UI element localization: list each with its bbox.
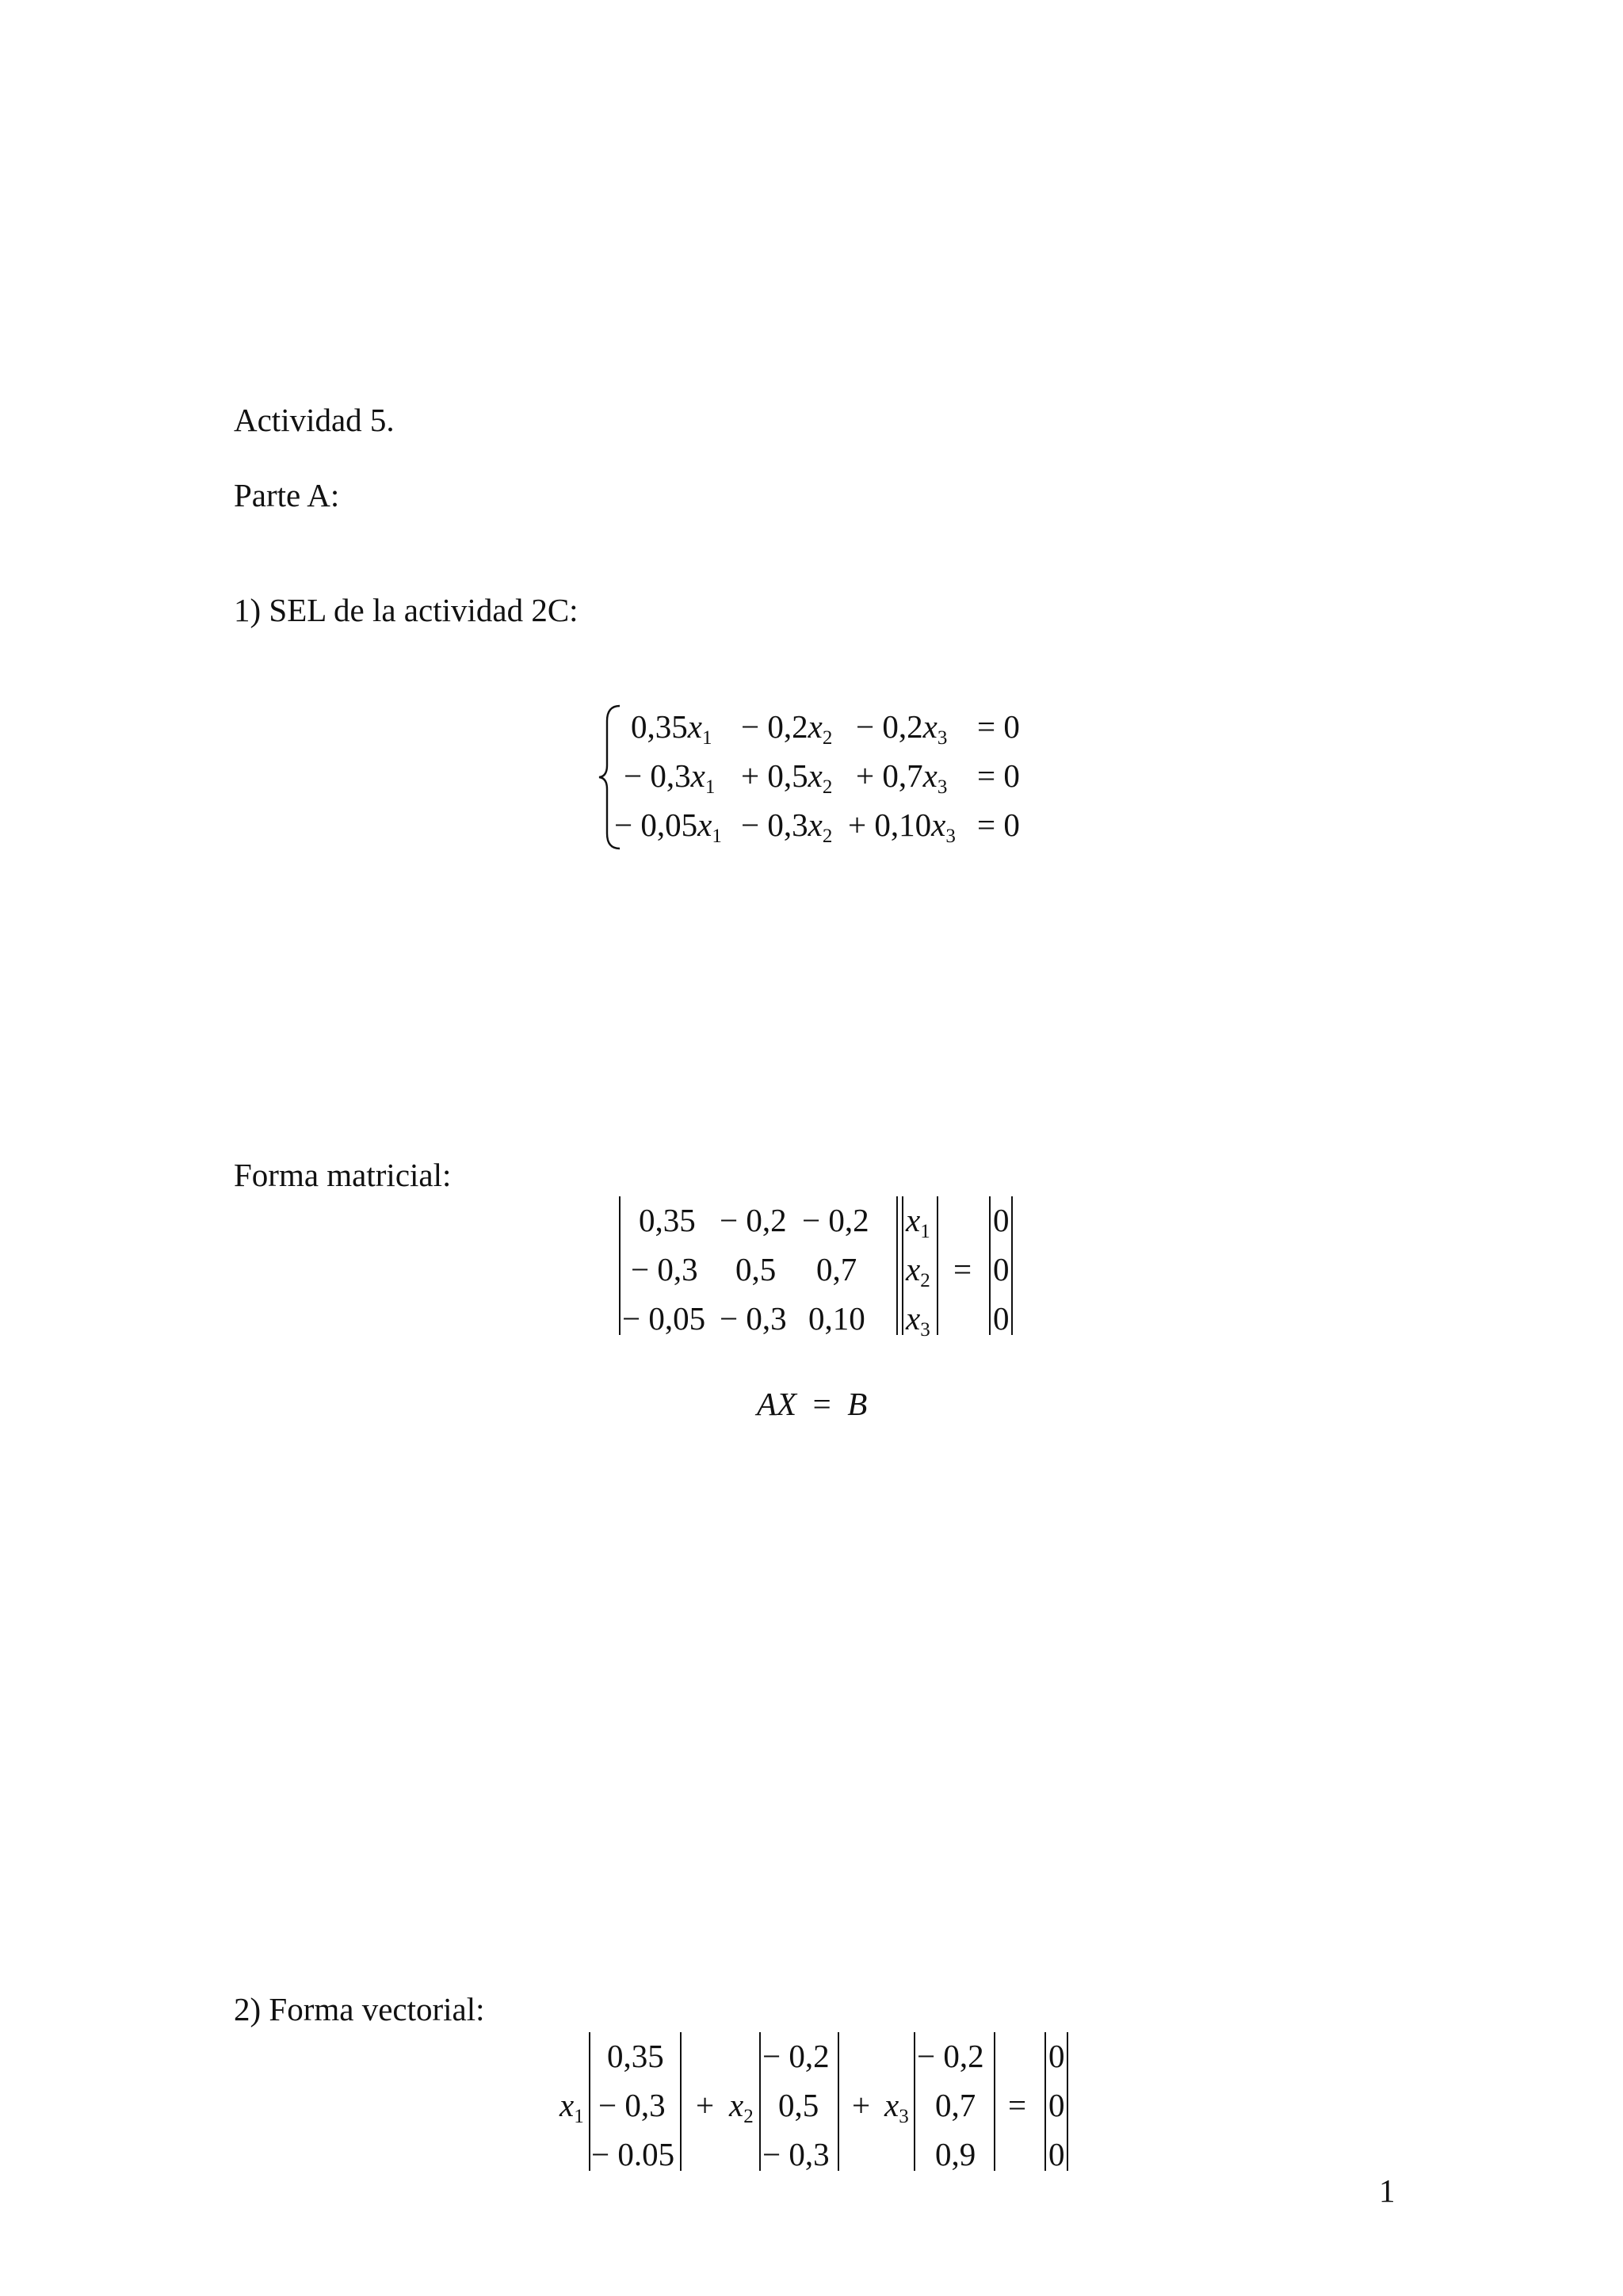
matrix-a-cell: − 0,05: [622, 1300, 706, 1337]
system-row-2-term2: + $0,5x_2$: [741, 757, 833, 798]
system-row-3-term2: − $0,3x_2$: [741, 807, 833, 847]
vector-col3-entry: 0,9: [935, 2136, 976, 2172]
vector-col2-entry: 0,5: [778, 2087, 819, 2123]
matrix-a-cell: − 0,2: [720, 1202, 787, 1238]
vector-x-entry: $x_1$: [906, 1202, 930, 1242]
part-heading: Parte A:: [234, 477, 340, 513]
system-row-3-rhs: = 0: [977, 807, 1020, 843]
vector-x-entry: $x_3$: [906, 1300, 930, 1341]
matrix-a-left-bar: [619, 1196, 621, 1335]
vector-col1-entry: − 0,3: [598, 2087, 666, 2123]
matrix-equation-compact: AX = B: [757, 1386, 868, 1422]
section2-heading: 2) Forma vectorial:: [234, 1991, 485, 2027]
matrix-a-cell: 0,7: [816, 1251, 857, 1287]
vector-col2-right-bar: [838, 2032, 839, 2171]
system-row-3-term1: − $0,05x_1$: [614, 807, 722, 847]
system-row-1-term1: $0,35x_1$: [631, 708, 712, 749]
vector-col1-right-bar: [680, 2032, 682, 2171]
vector-x-entry: $x_2$: [906, 1251, 930, 1291]
system-row-2-rhs: = 0: [977, 757, 1020, 794]
vector-col3-right-bar: [994, 2032, 995, 2171]
system-row-1-term3: − $0,2x_3$: [856, 708, 948, 749]
vector-col3-left-bar: [914, 2032, 915, 2171]
vector-col1-entry: − 0.05: [591, 2136, 675, 2172]
matrix-a-cell: − 0,2: [802, 1202, 869, 1238]
vector-coefficient: $x_1$: [559, 2087, 584, 2127]
vector-plus-sign: +: [696, 2087, 715, 2123]
vector-rhs-left-bar: [1044, 2032, 1046, 2171]
section1-heading: 1) SEL de la actividad 2C:: [234, 592, 579, 628]
system-row-1-rhs: = 0: [977, 708, 1020, 745]
system-row-3-term3: + $0,10x_3$: [848, 807, 956, 847]
document-title: Actividad 5.: [234, 402, 395, 438]
vector-x-right-bar: [937, 1196, 938, 1335]
vector-col2-entry: − 0,3: [762, 2136, 830, 2172]
vector-coefficient: $x_3$: [884, 2087, 909, 2127]
vector-rhs-entry: 0: [1048, 2136, 1065, 2172]
vector-rhs-entry: 0: [1048, 2038, 1065, 2074]
vector-equals-sign: =: [1008, 2087, 1027, 2123]
vector-b-entry: 0: [993, 1202, 1010, 1238]
system-row-2-term3: + $0,7x_3$: [856, 757, 948, 798]
vector-col2-left-bar: [759, 2032, 761, 2171]
vector-plus-sign: +: [852, 2087, 871, 2123]
matrix-a-cell: − 0,3: [631, 1251, 698, 1287]
vector-col3-entry: 0,7: [935, 2087, 976, 2123]
vector-rhs-right-bar: [1067, 2032, 1068, 2171]
vector-col1-entry: 0,35: [607, 2038, 664, 2074]
vector-b-right-bar: [1011, 1196, 1013, 1335]
vector-b-entry: 0: [993, 1251, 1010, 1287]
page-number: 1: [1379, 2172, 1396, 2209]
vector-col1-left-bar: [589, 2032, 590, 2171]
vector-col2-entry: − 0,2: [762, 2038, 830, 2074]
matrix-a-cell: 0,35: [639, 1202, 696, 1238]
matrix-a-right-bar: [896, 1196, 898, 1335]
matrix-a-cell: 0,5: [735, 1251, 777, 1287]
vector-b-left-bar: [989, 1196, 991, 1335]
matrix-a-cell: 0,10: [808, 1300, 865, 1337]
vector-b-entry: 0: [993, 1300, 1010, 1337]
matrix-a-cell: − 0,3: [720, 1300, 787, 1337]
vector-col3-entry: − 0,2: [917, 2038, 984, 2074]
system-row-2-term1: − $0,3x_1$: [624, 757, 716, 798]
vector-rhs-entry: 0: [1048, 2087, 1065, 2123]
matrix-form-label: Forma matricial:: [234, 1157, 452, 1193]
vector-coefficient: $x_2$: [729, 2087, 754, 2127]
system-row-1-term2: − $0,2x_2$: [741, 708, 833, 749]
vector-x-left-bar: [902, 1196, 903, 1335]
matrix-equals-sign: =: [953, 1251, 972, 1287]
